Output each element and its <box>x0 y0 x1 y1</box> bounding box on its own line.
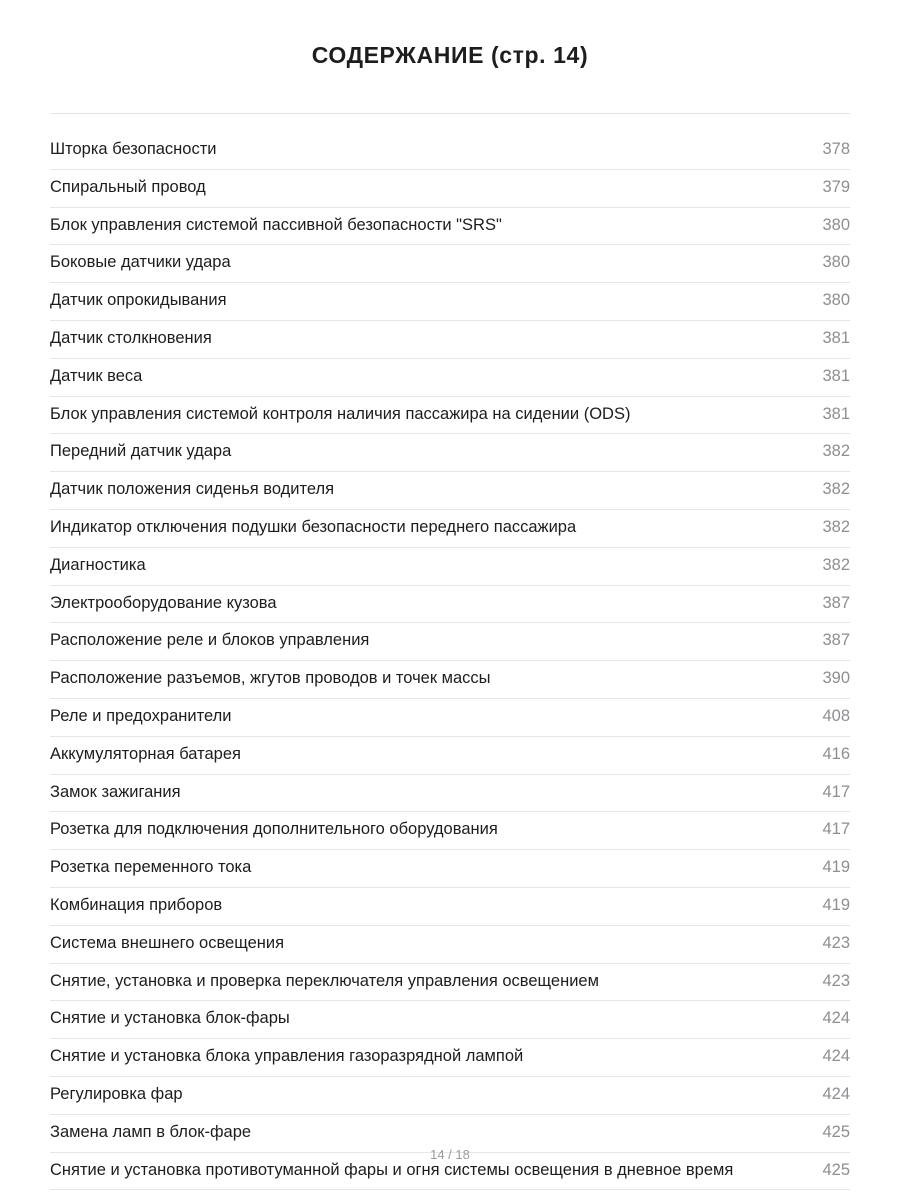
toc-entry-label: Шторка безопасности <box>50 140 217 158</box>
toc-entry-label: Реле и предохранители <box>50 706 232 725</box>
toc-row <box>50 434 850 472</box>
toc-row <box>50 850 850 888</box>
toc-entry-page-number: 379 <box>822 177 850 196</box>
toc-entry-label: Датчик веса <box>50 366 143 385</box>
toc-entry-label: Регулировка фар <box>50 1084 183 1103</box>
toc-entry-page-number: 382 <box>822 517 850 536</box>
toc-row <box>50 359 850 397</box>
toc-row <box>50 1039 850 1077</box>
toc-row <box>50 548 850 586</box>
toc-entry-page-number: 419 <box>822 858 850 877</box>
toc-entry-page-number: 380 <box>822 253 850 272</box>
toc-row <box>50 170 850 208</box>
toc-entry-page-number: 417 <box>822 782 850 801</box>
toc-entry-page-number: 390 <box>822 669 850 688</box>
toc-entry-page-number: 416 <box>822 744 850 763</box>
toc-entry-page-number: 381 <box>822 328 850 347</box>
toc-row <box>50 926 850 964</box>
toc-entry-page-number: 380 <box>822 215 850 234</box>
toc-entry-label: Диагностика <box>50 555 146 574</box>
toc-entry-label: Система внешнего освещения <box>50 933 285 952</box>
page-title: СОДЕРЖАНИЕ (стр. 14) <box>311 42 589 68</box>
toc-entry-label: Расположение разъемов, жгутов проводов и точек массы <box>50 669 491 688</box>
toc-row <box>50 737 850 775</box>
toc-entry-page-number: 425 <box>822 1122 850 1141</box>
toc-row <box>50 1001 850 1039</box>
toc-entry-page-number: 424 <box>822 1047 850 1066</box>
toc-row <box>50 699 850 737</box>
toc-entry-page-number: 423 <box>822 933 850 952</box>
toc-entry-page-number: 382 <box>822 480 850 499</box>
toc-entry-label: Электрооборудование кузова <box>50 593 277 612</box>
toc-entry-page-number: 408 <box>822 706 850 725</box>
toc-row <box>50 775 850 813</box>
toc-entry-page-number: 424 <box>822 1084 850 1103</box>
toc-entry-label: Комбинация приборов <box>50 895 223 914</box>
toc-row <box>50 888 850 926</box>
toc-entry-page-number: 378 <box>822 140 850 158</box>
toc-entry-label: Датчик опрокидывания <box>50 291 227 310</box>
toc-entry-label: Датчик столкновения <box>50 328 212 347</box>
toc-row <box>50 397 850 435</box>
toc-entry-label: Розетка переменного тока <box>50 858 252 877</box>
toc-entry-label: Снятие, установка и проверка переключателя управления освещением <box>50 971 599 990</box>
title-divider <box>50 113 850 114</box>
toc-row <box>50 812 850 850</box>
page-indicator: 14 / 18 <box>430 1147 470 1162</box>
toc-entry-page-number: 380 <box>822 291 850 310</box>
toc-entry-label: Снятие и установка блока управления газоразрядной лампой <box>50 1047 524 1066</box>
toc-entry-label: Блок управления системой контроля наличия пассажира на сидении (ODS) <box>50 404 631 423</box>
toc-entry-label: Передний датчик удара <box>50 442 232 461</box>
toc-row <box>50 208 850 246</box>
toc-entry-label: Замена ламп в блок-фаре <box>50 1122 252 1141</box>
toc-row <box>50 1077 850 1115</box>
toc-row <box>50 661 850 699</box>
toc-entry-page-number: 419 <box>822 895 850 914</box>
toc-row <box>50 283 850 321</box>
toc-row <box>50 964 850 1002</box>
toc-entry-label: Спиральный провод <box>50 177 206 196</box>
toc-row <box>50 586 850 624</box>
toc-entry-label: Датчик положения сиденья водителя <box>50 480 335 499</box>
toc-row <box>50 321 850 359</box>
toc-entry-page-number: 381 <box>822 404 850 423</box>
toc-row <box>50 510 850 548</box>
toc-row <box>50 245 850 283</box>
toc-entry-label: Аккумуляторная батарея <box>50 744 241 763</box>
toc-entry-page-number: 425 <box>822 1160 850 1179</box>
toc-entry-page-number: 387 <box>822 593 850 612</box>
toc-row <box>50 132 850 170</box>
toc-entry-page-number: 381 <box>822 366 850 385</box>
toc-row <box>50 623 850 661</box>
toc-entry-label: Боковые датчики удара <box>50 253 231 272</box>
toc-entry-page-number: 382 <box>822 442 850 461</box>
toc-entry-label: Индикатор отключения подушки безопасности переднего пассажира <box>50 517 577 536</box>
toc-entry-label: Розетка для подключения дополнительного оборудования <box>50 820 498 839</box>
toc-row <box>50 472 850 510</box>
toc-entry-label: Снятие и установка противотуманной фары и огня системы освещения в дневное время <box>50 1160 734 1179</box>
toc-list <box>50 132 850 1190</box>
toc-entry-page-number: 424 <box>822 1009 850 1028</box>
toc-entry-page-number: 423 <box>822 971 850 990</box>
toc-entry-label: Снятие и установка блок-фары <box>50 1009 290 1028</box>
toc-entry-label: Расположение реле и блоков управления <box>50 631 370 650</box>
toc-entry-label: Замок зажигания <box>50 782 181 801</box>
toc-entry-label: Блок управления системой пассивной безопасности "SRS" <box>50 215 502 234</box>
toc-entry-page-number: 417 <box>822 820 850 839</box>
toc-entry-page-number: 382 <box>822 555 850 574</box>
toc-entry-page-number: 387 <box>822 631 850 650</box>
